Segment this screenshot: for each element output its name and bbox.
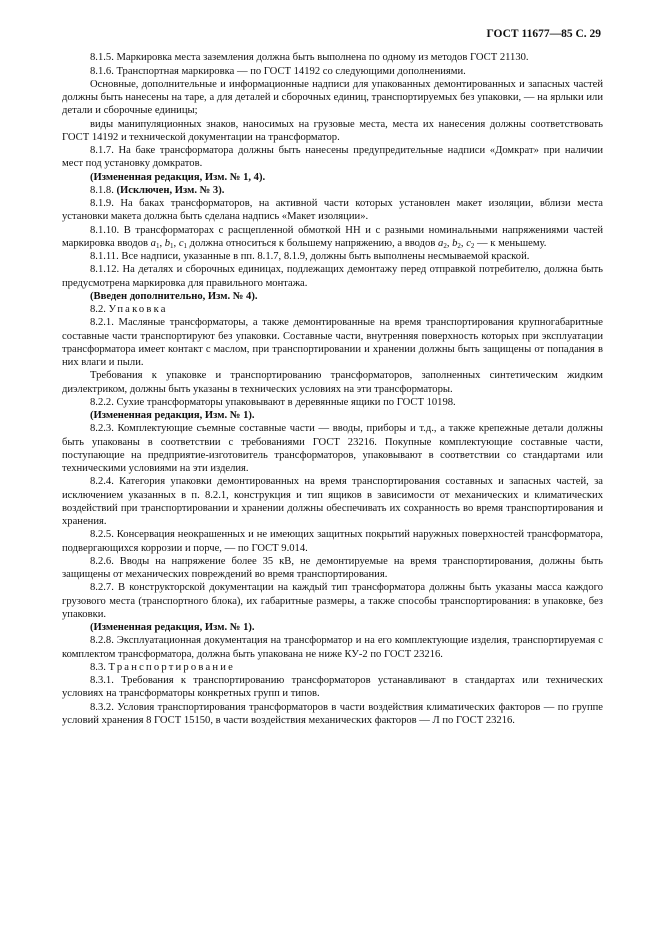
paragraph [62, 51, 603, 64]
variable: $b_1$ [164, 237, 174, 250]
text-run: 8.1.8. [90, 184, 117, 196]
paragraph [62, 197, 603, 224]
text-run: 8.2.6. Вводы на напряжение более 35 кВ, не демонтируемые на время транспортирования, должны быть защищены от механических повреждений во время транспортирования. [62, 555, 603, 580]
paragraph [62, 528, 603, 555]
paragraph [62, 184, 603, 197]
text-run: 8.3.1. Требования к транспортированию трансформаторов устанавливают в стандартах или технических условиях на трансформаторы конкретных групп и типов. [62, 675, 603, 700]
text-run: (Измененная редакция, Изм. № 1). [90, 622, 255, 633]
paragraph [62, 144, 603, 171]
paragraph [62, 555, 603, 582]
text-run: Основные, дополнительные и информационные надписи для упакованных демонтированных и запасных частей должны быть нанесены на таре, а для деталей и сборочных единиц, транспортируемых без упаковки, — на ярлыки или детали и сборочные единицы; [62, 78, 603, 117]
paragraph [62, 171, 603, 184]
text-run: Упаковка [108, 304, 168, 315]
paragraph: 8.1.10. В трансформаторах с расщепленной обмоткой НН и с разными номинальными напряжениями частей маркировка вводов $a_1$, $b_1$, $c_1$ должна относиться к большему напряжению, а вводов $a_2$, $b_2$, $c_2$ — к меньшему. [62, 224, 603, 250]
text-run: 8.1.12. На деталях и сборочных единицах, подлежащих демонтажу перед отправкой потребителю, должна быть предусмотрена маркировка для правильного монтажа. [62, 264, 603, 289]
text-run: виды манипуляционных знаков, наносимых на грузовые места, места их нанесения должны соответствовать ГОСТ 14192 и технической документации на трансформатор. [62, 118, 603, 143]
paragraph [62, 263, 603, 290]
paragraph [62, 634, 603, 661]
text-run: 8.2.2. Сухие трансформаторы упаковывают в деревянные ящики по ГОСТ 10198. [90, 396, 456, 408]
text-run: 8.2.1. Масляные трансформаторы, а также демонтированные на время транспортирования крупногабаритные составные части транспортируют без упаковки. Составные части, внутренняя поверхность которых при эксплуатации трансформатора имеет контакт с маслом, при транспортировании и хранении должны быть защищены от попадания в них влаги и пыли. [62, 317, 603, 368]
text-run: Требования к упаковке и транспортированию трансформаторов, заполненных синтетическим жидким диэлектриком, должны быть указаны в технических условиях на эти трансформаторы. [62, 370, 603, 395]
text-run: 8.2.3. Комплектующие съемные составные части — вводы, приборы и т.д., а также крепежные детали должны быть упакованы в соответствии с требованиями ГОСТ 23216. Покупные комплектующие составные части, поступающие на предприятие-изготовитель трансформаторов, упаковывают в соответствии со стандартами или техническими условиями на эти изделия. [62, 423, 603, 474]
paragraph [62, 475, 603, 528]
variable: $c_1$ [178, 237, 188, 250]
text-run: должна относиться к большему напряжению, а вводов [187, 237, 439, 249]
text-run: 8.2.4. Категория упаковки демонтированных на время транспортирования составных и запасных частей, за исключением указанных в п. 8.2.1, конструкция и тип ящиков в зависимости от механических и климатических воздействий при транспортировании и хранении должны обеспечивать их сохранность во время транспортирования и хранения. [62, 476, 603, 527]
page-header: ГОСТ 11677—85 С. 29 [486, 28, 601, 40]
text-run: 8.1.10. В трансформаторах с расщепленной обмоткой НН и с разными номинальными напряжениями частей маркировка вводов [62, 224, 603, 249]
text-run: 8.2.7. В конструкторской документации на каждый тип трансформатора должны быть указаны масса каждого грузового места (транспортного блока), их габаритные размеры, а также способы транспортирования: в упаковке, без упаковки. [62, 582, 603, 620]
paragraph [62, 316, 603, 369]
text-run: 8.2. [90, 304, 109, 315]
paragraph [62, 303, 603, 316]
paragraph [62, 422, 603, 475]
document-body [62, 51, 603, 727]
paragraph [62, 65, 603, 78]
paragraph [62, 118, 603, 145]
text-run: (Измененная редакция, Изм. № 1). [90, 410, 255, 421]
paragraph [62, 290, 603, 303]
text-run: 8.1.5. Маркировка места заземления должна быть выполнена по одному из методов ГОСТ 21130. [90, 52, 529, 64]
paragraph [62, 369, 603, 396]
text-run: (Измененная редакция, Изм. № 1, 4). [90, 171, 266, 183]
text-run: 8.1.6. Транспортная маркировка — по ГОСТ 14192 со следующими дополнениями. [90, 65, 466, 77]
variable: $c_2$ [466, 237, 475, 250]
text-run: 8.1.7. На баке трансформатора должны быть нанесены предупредительные надписи «Домкрат» при наличии мест под установку домкратов. [62, 145, 603, 170]
paragraph [62, 661, 603, 674]
paragraph [62, 409, 603, 422]
text-run: 8.1.9. На баках трансформаторов, на активной части которых установлен макет изоляции, вблизи места установки макета должна быть сделана надпись «Макет изоляции». [62, 198, 603, 223]
paragraph [62, 250, 603, 263]
text-run: 8.2.5. Консервация неокрашенных и не имеющих защитных покрытий наружных поверхностей трансформатора, подвергающихся коррозии и порче, — по ГОСТ 9.014. [62, 529, 603, 554]
paragraph [62, 701, 603, 728]
variable: $a_1$ [150, 237, 160, 250]
text-run: 8.3. [90, 661, 109, 673]
paragraph [62, 581, 603, 621]
text-run: 8.1.11. Все надписи, указанные в пп. 8.1.7, 8.1.9, должны быть выполнены несмываемой краской. [90, 251, 530, 262]
paragraph [62, 396, 603, 409]
paragraph [62, 674, 603, 701]
text-run: Транспортирование [108, 661, 236, 673]
paragraph [62, 78, 603, 118]
text-run: (Исключен, Изм. № 3). [116, 184, 225, 196]
text-run: 8.3.2. Условия транспортирования трансформаторов в части воздействия климатических факторов — по группе условий хранения 8 ГОСТ 15150, в части воздействия механических факторов — Л по ГОСТ 23216. [62, 701, 603, 726]
text-run: — к меньшему. [474, 237, 547, 249]
text-run: (Введен дополнительно, Изм. № 4). [90, 290, 258, 302]
variable: $a_2$ [438, 237, 447, 250]
paragraph [62, 621, 603, 634]
text-run: 8.2.8. Эксплуатационная документация на трансформатор и на его комплектующие изделия, транспортируемая с комплектом трансформатора, должна быть упакована не ниже КУ-2 по ГОСТ 23216. [62, 635, 603, 660]
variable: $b_2$ [452, 237, 461, 250]
